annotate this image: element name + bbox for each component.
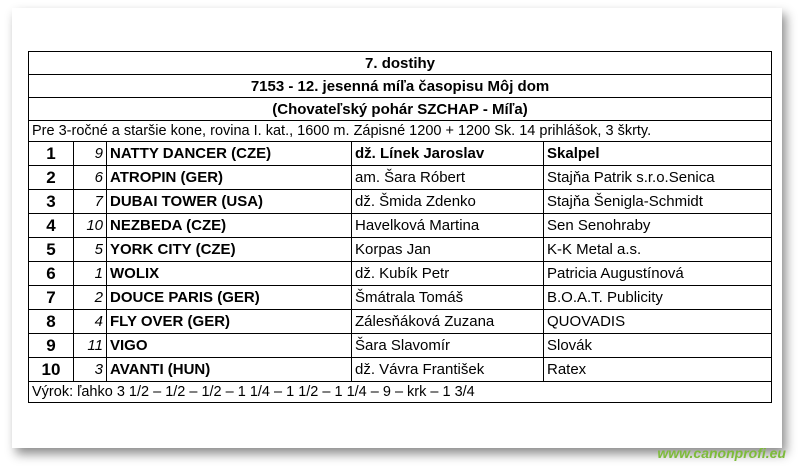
margins-row	[29, 382, 772, 403]
place-cell: 3	[29, 190, 74, 214]
race-title-row	[29, 52, 772, 75]
jockey-cell: dž. Šmida Zdenko	[352, 190, 544, 214]
place-cell: 10	[29, 358, 74, 382]
table-row	[29, 142, 772, 166]
owner-cell: Patricia Augustínová	[544, 262, 772, 286]
horse-name-cell: WOLIX	[107, 262, 352, 286]
jockey-cell: Šara Slavomír	[352, 334, 544, 358]
owner-cell: Ratex	[544, 358, 772, 382]
jockey-cell: Havelková Martina	[352, 214, 544, 238]
number-cell: 3	[74, 358, 107, 382]
owner-cell: Stajňa Šenigla-Schmidt	[544, 190, 772, 214]
number-cell: 1	[74, 262, 107, 286]
race-title: 7. dostihy	[29, 52, 772, 75]
place-cell: 8	[29, 310, 74, 334]
number-cell: 6	[74, 166, 107, 190]
place-cell: 1	[29, 142, 74, 166]
horse-name-cell: NATTY DANCER (CZE)	[107, 142, 352, 166]
horse-name-cell: FLY OVER (GER)	[107, 310, 352, 334]
jockey-cell: Zálesňáková Zuzana	[352, 310, 544, 334]
table-row	[29, 262, 772, 286]
race-results-table	[28, 51, 772, 403]
race-conditions-row	[29, 121, 772, 142]
number-cell: 7	[74, 190, 107, 214]
table-row	[29, 286, 772, 310]
table-row	[29, 310, 772, 334]
place-cell: 2	[29, 166, 74, 190]
race-margins: Výrok: ľahko 3 1/2 – 1/2 – 1/2 – 1 1/4 – 1 1/2 – 1 1/4 – 9 – krk – 1 3/4	[29, 382, 772, 403]
horse-name-cell: VIGO	[107, 334, 352, 358]
owner-cell: Stajňa Patrik s.r.o.Senica	[544, 166, 772, 190]
race-cup: (Chovateľský pohár SZCHAP - Míľa)	[29, 98, 772, 121]
horse-name-cell: YORK CITY (CZE)	[107, 238, 352, 262]
table-row	[29, 190, 772, 214]
jockey-cell: Šmátrala Tomáš	[352, 286, 544, 310]
owner-cell: Slovák	[544, 334, 772, 358]
jockey-cell: dž. Vávra František	[352, 358, 544, 382]
horse-name-cell: DOUCE PARIS (GER)	[107, 286, 352, 310]
horse-name-cell: DUBAI TOWER (USA)	[107, 190, 352, 214]
race-subtitle: 7153 - 12. jesenná míľa časopisu Môj dom	[29, 75, 772, 98]
watermark: www.canonprofi.eu	[657, 445, 786, 461]
number-cell: 9	[74, 142, 107, 166]
race-subtitle-row	[29, 75, 772, 98]
jockey-cell: am. Šara Róbert	[352, 166, 544, 190]
owner-cell: Sen Senohraby	[544, 214, 772, 238]
table-row	[29, 238, 772, 262]
race-cup-row	[29, 98, 772, 121]
race-conditions: Pre 3-ročné a staršie kone, rovina I. kat., 1600 m. Zápisné 1200 + 1200 Sk. 14 prihlášok, 3 škrty.	[29, 121, 772, 142]
table-row	[29, 334, 772, 358]
place-cell: 4	[29, 214, 74, 238]
number-cell: 11	[74, 334, 107, 358]
jockey-cell: dž. Kubík Petr	[352, 262, 544, 286]
number-cell: 5	[74, 238, 107, 262]
place-cell: 6	[29, 262, 74, 286]
horse-name-cell: NEZBEDA (CZE)	[107, 214, 352, 238]
number-cell: 10	[74, 214, 107, 238]
horse-name-cell: ATROPIN (GER)	[107, 166, 352, 190]
jockey-cell: dž. Línek Jaroslav	[352, 142, 544, 166]
table-row	[29, 358, 772, 382]
owner-cell: QUOVADIS	[544, 310, 772, 334]
owner-cell: K-K Metal a.s.	[544, 238, 772, 262]
table-row	[29, 166, 772, 190]
jockey-cell: Korpas Jan	[352, 238, 544, 262]
horse-name-cell: AVANTI (HUN)	[107, 358, 352, 382]
place-cell: 9	[29, 334, 74, 358]
table-row	[29, 214, 772, 238]
place-cell: 5	[29, 238, 74, 262]
number-cell: 2	[74, 286, 107, 310]
place-cell: 7	[29, 286, 74, 310]
owner-cell: Skalpel	[544, 142, 772, 166]
owner-cell: B.O.A.T. Publicity	[544, 286, 772, 310]
number-cell: 4	[74, 310, 107, 334]
